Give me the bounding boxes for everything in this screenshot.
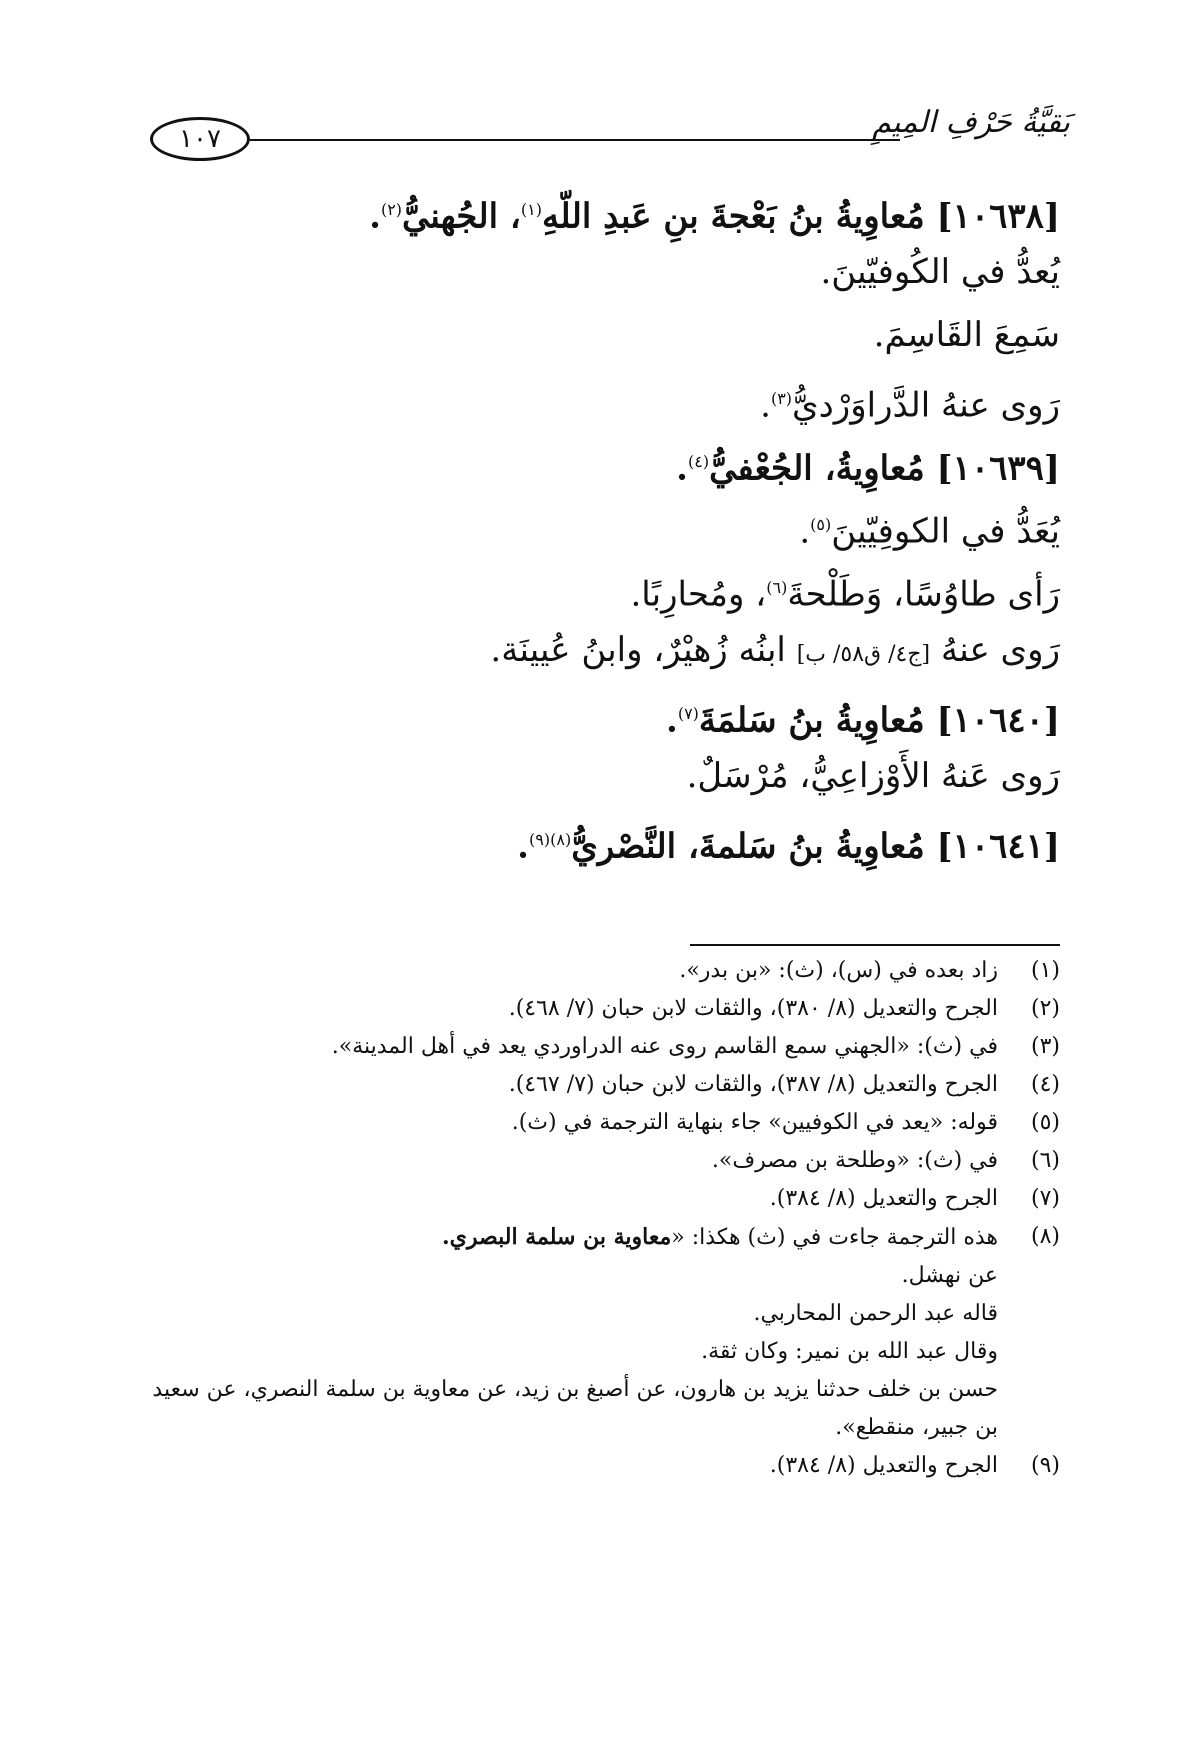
entry-number: [١٠٦٤٠] bbox=[936, 700, 1060, 741]
entry-10639: [١٠٦٣٩] مُعاوِيةُ، الجُعْفيُّ$^{(٤)}$. bbox=[676, 448, 1060, 489]
running-title: بَقيَّةُ حَرْفِ المِيمِ bbox=[872, 105, 1070, 140]
main-text bbox=[180, 178, 1060, 871]
text-line: سَمِعَ القَاسِمَ. bbox=[873, 315, 1060, 355]
footnote-ref: (٨)(٩) bbox=[529, 830, 572, 849]
page-header bbox=[150, 105, 1070, 165]
footnote-ref: (٣) bbox=[770, 389, 793, 408]
footnote-ref: (٥) bbox=[810, 515, 832, 534]
entry-name: مُعاوِيةُ بنُ سَلمةَ، النَّصْريُّ bbox=[571, 826, 925, 867]
entry-number: [١٠٦٣٩] bbox=[936, 448, 1060, 489]
text-line: يُعدُّ في الكُوفيّينَ. bbox=[820, 252, 1060, 292]
footnote-ref: (٢) bbox=[380, 200, 403, 219]
footnote: (٩) الجرح والتعديل (٨/ ٣٨٤). bbox=[769, 1453, 1060, 1478]
entry-number: [١٠٦٣٨] bbox=[936, 196, 1060, 237]
entry-name: مُعاوِيةُ بنُ بَعْجةَ بنِ عَبدِ اللّهِ bbox=[541, 196, 925, 237]
footnote-ref: (٤) bbox=[687, 452, 710, 471]
footnote-separator bbox=[690, 944, 1060, 946]
manuscript-folio-mark: [ج٤/ ق٥٨/ ب] bbox=[796, 642, 931, 667]
footnote-subline: قاله عبد الرحمن المحاربي. bbox=[753, 1301, 998, 1326]
entry-suffix: ، الجُهنيُّ bbox=[402, 196, 521, 237]
text-line: رَوى عنهُ [ج٤/ ق٥٨/ ب] ابنُه زُهيْرٌ، وابنُ عُيينَة. bbox=[490, 630, 1060, 670]
footnotes bbox=[150, 952, 1060, 1485]
entry-10638: [١٠٦٣٨] مُعاوِيةُ بنُ بَعْجةَ بنِ عَبدِ اللّهِ$^{(١)}$، الجُهنيُّ$^{(٢)}$. bbox=[369, 196, 1060, 237]
text-line: رَوى عَنهُ الأَوْزاعِيُّ، مُرْسَلٌ. bbox=[686, 756, 1060, 796]
text-line: رَوى عنهُ الدَّراوَرْديُّ$^{(٣)}$. bbox=[760, 385, 1060, 426]
footnote: (٦) في (ث): «وطلحة بن مصرف». bbox=[711, 1148, 1060, 1173]
page-number: ١٠٧ bbox=[150, 117, 250, 161]
entry-10640: [١٠٦٤٠] مُعاوِيةُ بنُ سَلمَةَ$^{(٧)}$. bbox=[665, 700, 1060, 741]
entry-number: [١٠٦٤١] bbox=[936, 826, 1060, 867]
footnote-ref: (٦) bbox=[766, 578, 788, 597]
footnote: (٥) قوله: «يعد في الكوفيين» جاء بنهاية الترجمة في (ث). bbox=[511, 1110, 1060, 1135]
footnote-ref: (٧) bbox=[677, 704, 699, 723]
footnote: (١) زاد بعده في (س)، (ث): «بن بدر». bbox=[679, 958, 1060, 983]
footnote: (٣) في (ث): «الجهني سمع القاسم روى عنه الدراوردي يعد في أهل المدينة». bbox=[331, 1034, 1060, 1059]
footnote: (٢) الجرح والتعديل (٨/ ٣٨٠)، والثقات لابن حبان (٧/ ٤٦٨). bbox=[508, 996, 1060, 1021]
footnote: (٤) الجرح والتعديل (٨/ ٣٨٧)، والثقات لابن حبان (٧/ ٤٦٧). bbox=[508, 1072, 1060, 1097]
footnote-subline: حسن بن خلف حدثنا يزيد بن هارون، عن أصبغ بن زيد، عن معاوية بن سلمة النصري، عن سعيد بن جبير، منقطع». bbox=[152, 1377, 998, 1440]
entry-name: مُعاوِيةُ بنُ سَلمَةَ bbox=[698, 700, 925, 741]
text-line: رَأى طاوُسًا، وَطَلْحةَ$^{(٦)}$، ومُحارِبًا. bbox=[630, 574, 1060, 615]
footnote-subline: وقال عبد الله بن نمير: وكان ثقة. bbox=[701, 1339, 998, 1364]
footnote: (٧) الجرح والتعديل (٨/ ٣٨٤). bbox=[769, 1186, 1060, 1211]
header-rule bbox=[250, 139, 900, 141]
entry-10641: [١٠٦٤١] مُعاوِيةُ بنُ سَلمةَ، النَّصْريُّ$^{(٨)(٩)}$. bbox=[517, 826, 1060, 867]
footnote-subline: عن نهشل. bbox=[901, 1263, 998, 1288]
text-line: يُعَدُّ في الكوفِيّينَ$^{(٥)}$. bbox=[799, 511, 1060, 552]
entry-name: مُعاوِيةُ، الجُعْفيُّ bbox=[709, 448, 925, 489]
footnote: (٨) هذه الترجمة جاءت في (ث) هكذا: «معاوية بن سلمة البصري. عن نهشل. قاله عبد الرحمن المحاربي. وقال عبد الله بن نمير: وكان ثقة. حسن بن خلف حدثنا يزيد بن هارون، عن أصبغ بن زيد، عن معاوية بن سلمة النصري، عن سعيد بن جبير، منقطع». bbox=[150, 1218, 1060, 1447]
footnote-ref: (١) bbox=[520, 200, 542, 219]
